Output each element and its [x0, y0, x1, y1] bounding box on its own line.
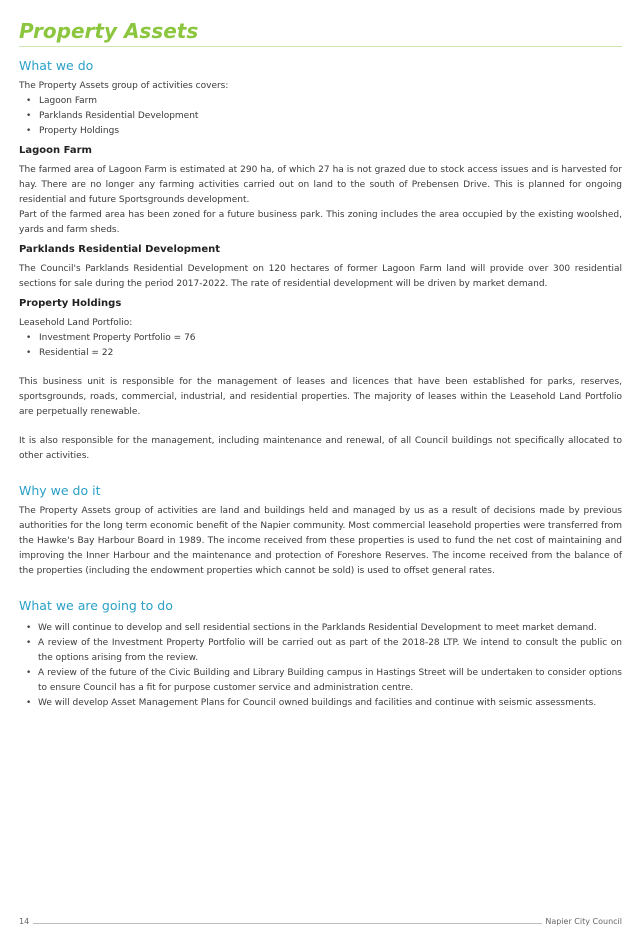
property-holdings-paragraph-2: It is also responsible for the management, including maintenance and renewal, of all Council buildings not specifically allocated to other activities.: [19, 436, 622, 461]
list-item: • Property Holdings: [19, 124, 622, 139]
page-footer: [19, 917, 622, 931]
parklands-paragraph: The Council's Parklands Residential Development on 120 hectares of former Lagoon Farm land will provide over 300 residential sections for sale during the period 2017-2022. The rate of residential development will be driven by market demand.: [19, 264, 622, 289]
list-item: • Parklands Residential Development: [19, 109, 622, 124]
property-holdings-paragraph-1: This business unit is responsible for the management of leases and licences that have been established for parks, reserves, sportsgrounds, roads, commercial, industrial, and residential properties. The majority of leases within the Leasehold Land Portfolio are perpetually renewable.: [19, 377, 622, 417]
lagoon-farm-paragraph-1: The farmed area of Lagoon Farm is estimated at 290 ha, of which 27 ha is not grazed due to stock access issues and is harvested for hay. There are no longer any farming activities carried out on land to the south of Prebensen Drive. This is planned for ongoing residential and future Sportsgrounds development.: [19, 165, 622, 205]
subheading-property-holdings: Property Holdings: [19, 298, 122, 309]
section-heading-what-we-do: What we do: [19, 58, 94, 73]
page-content: [19, 18, 622, 711]
what-we-do-list: [19, 94, 622, 139]
page-title: Property Assets: [19, 19, 199, 43]
going-to-do-list: [19, 621, 622, 711]
title-divider: [19, 46, 622, 47]
property-holdings-intro: Leasehold Land Portfolio:: [19, 318, 133, 328]
subheading-parklands: Parklands Residential Development: [19, 244, 221, 255]
footer-divider: [33, 923, 542, 924]
list-item: • A review of the Investment Property Portfolio will be carried out as part of the 2018-28 LTP. We intend to consult the public on the options arising from the review.: [19, 636, 622, 666]
why-paragraph: The Property Assets group of activities are land and buildings held and managed by us as a result of decisions made by previous authorities for the long term economic benefit of the Napier community. Most commercial leasehold properties were transferred from the Hawke's Bay Harbour Board in 1989. The income received from these properties is used to fund the net cost of maintaining and improving the Inner Harbour and the maintenance and protection of Foreshore Reserves. The income received from the balance of the properties (including the endowment properties which cannot be sold) is used to offset general rates.: [19, 506, 622, 576]
subheading-lagoon-farm: Lagoon Farm: [19, 145, 92, 156]
list-item: • Lagoon Farm: [19, 94, 622, 109]
list-item: • Residential = 22: [19, 346, 622, 361]
list-item: • We will develop Asset Management Plans for Council owned buildings and facilities and continue with seismic assessments.: [19, 696, 622, 711]
section-heading-going-to-do: What we are going to do: [19, 598, 173, 613]
portfolio-list: [19, 331, 622, 361]
what-we-do-intro: The Property Assets group of activities covers:: [19, 81, 229, 91]
list-item: • A review of the future of the Civic Building and Library Building campus in Hastings Street will be undertaken to consider options to ensure Council has a fit for purpose customer service and administration centre.: [19, 666, 622, 696]
lagoon-farm-paragraph-2: Part of the farmed area has been zoned for a future business park. This zoning includes the area occupied by the existing woolshed, yards and farm sheds.: [19, 210, 622, 235]
footer-organisation: Napier City Council: [545, 917, 622, 926]
list-item: • We will continue to develop and sell residential sections in the Parklands Residential Development to meet market demand.: [19, 621, 622, 636]
section-heading-why: Why we do it: [19, 483, 101, 498]
list-item: • Investment Property Portfolio = 76: [19, 331, 622, 346]
page-number: 14: [19, 917, 30, 926]
